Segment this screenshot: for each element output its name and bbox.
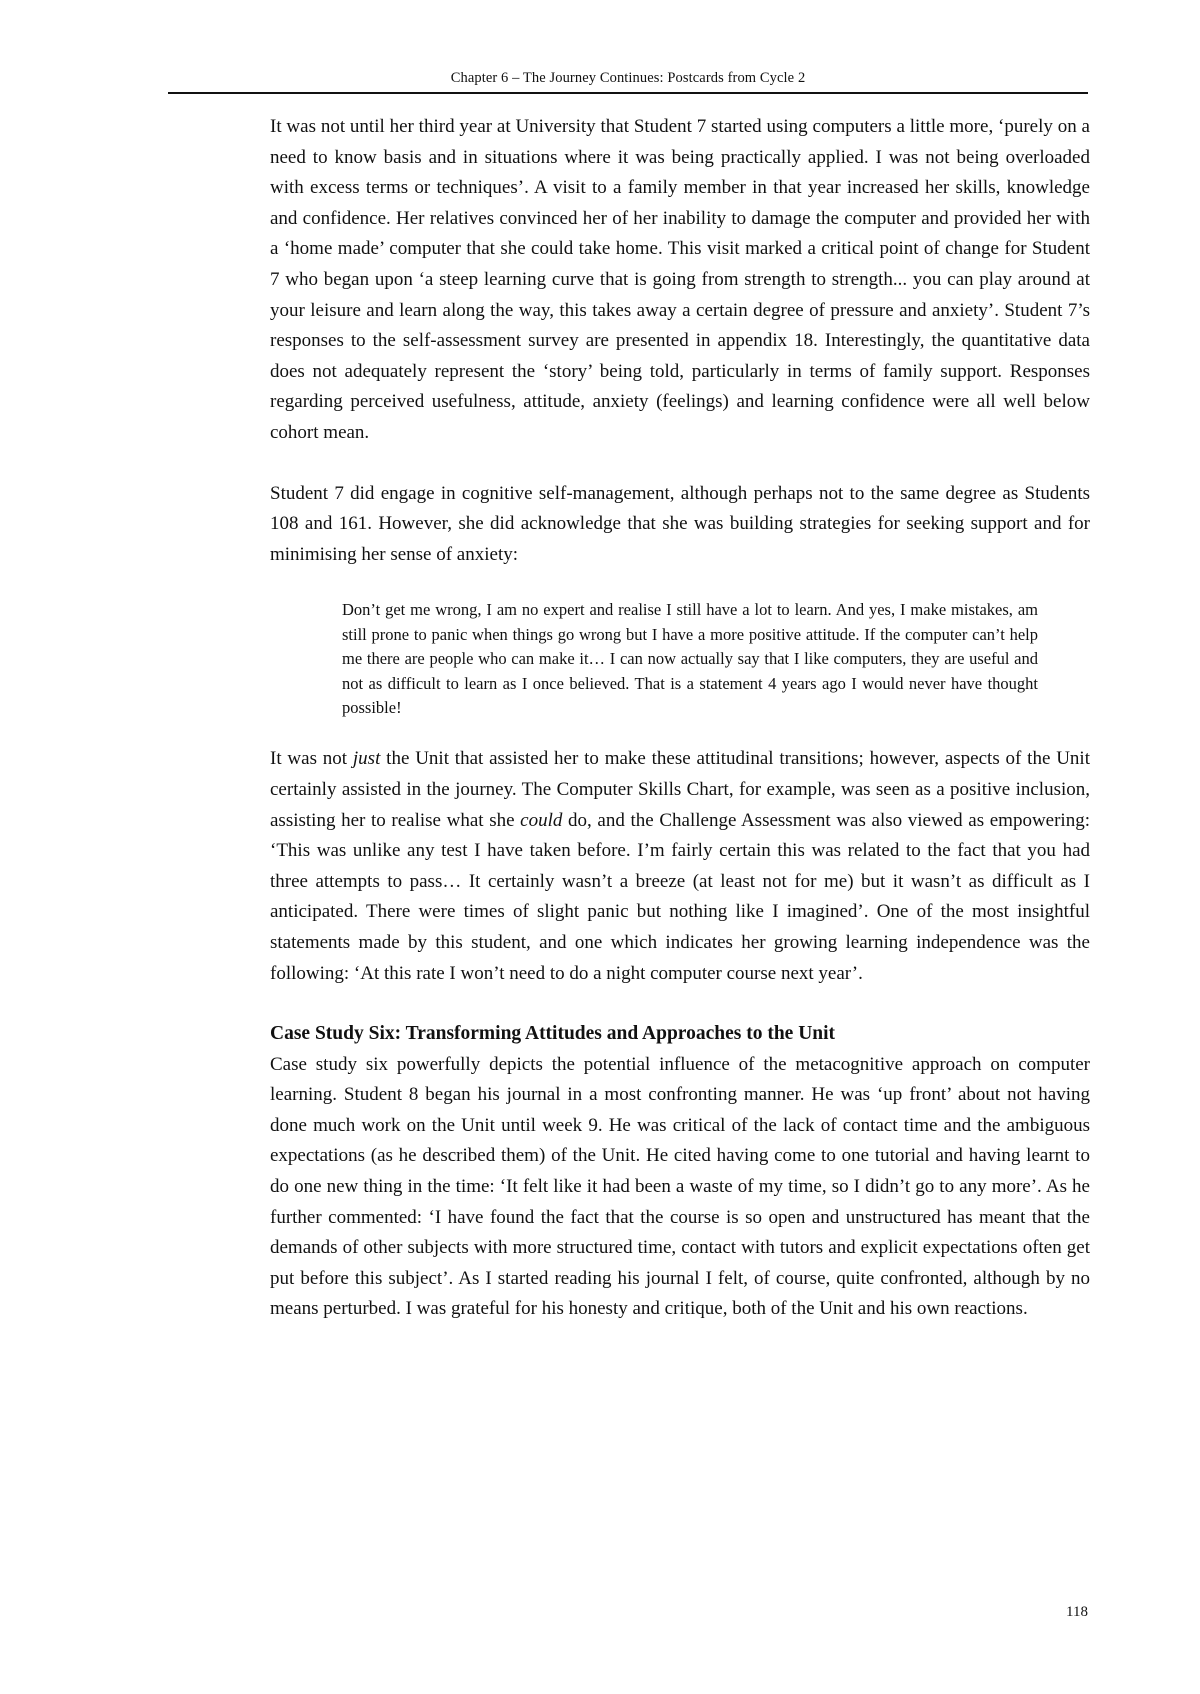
body-paragraph-4: Case study six powerfully depicts the potential influence of the metacognitive approach on computer learning. Student 8 began his journal in a most confronting manner. He was ‘up front’ about not having done much work on the Unit until week 9. He was critical of the lack of contact time and the ambiguous expectations (as he described them) of the Unit. He cited having come to one tutorial and having learnt to do one new thing in the time: ‘It felt like it had been a waste of my time, so I didn’t go to any more’. As he further commented: ‘I have found the fact that the course is so open and unstructured has meant that the demands of other subjects with more structured time, contact with tutors and explicit expectations often get put before this subject’. As I started reading his journal I felt, of course, quite confronted, although by no means perturbed. I was grateful for his honesty and critique, both of the Unit and his own reactions. [270,1053,1090,1320]
header-rule [168,92,1088,94]
body-paragraph-3 [270,744,1090,989]
body-paragraph-2: Student 7 did engage in cognitive self-management, although perhaps not to the same degree as Students 108 and 161. However, she did acknowledge that she was building strategies for seeking support and for minimising her sense of anxiety: [270,482,1090,565]
paragraph-3-text-3: do, and the Challenge Assessment was also viewed as empowering: ‘This was unlike any test I have taken before. I’m fairly certain this was related to the fact that you had three attempts to pass… It certainly wasn’t a breeze (at least not for me) but it wasn’t as difficult as I anticipated. There were times of slight panic but nothing like I imagined’. One of the most insightful statements made by this student, and one which indicates her growing learning independence was the following: ‘At this rate I won’t need to do a night computer course next year’. [270,809,1090,984]
paragraph-3-emphasis-just: just [352,748,381,770]
paragraph-3-emphasis-could: could [520,809,563,831]
body-paragraph-1: It was not until her third year at University that Student 7 started using computers a little more, ‘purely on a need to know basis and in situations where it was being practically applied. I was not being overloaded with excess terms or techniques’. A visit to a family member in that year increased her skills, knowledge and confidence. Her relatives convinced her of her inability to damage the computer and provided her with a ‘home made’ computer that she could take home. This visit marked a critical point of change for Student 7 who began upon ‘a steep learning curve that is going from strength to strength... you can play around at your leisure and learn along the way, this takes away a certain degree of pressure and anxiety’. Student 7’s responses to the self-assessment survey are presented in appendix 18. Interestingly, the quantitative data does not adequately represent the ‘story’ being told, particularly in terms of family support. Responses regarding perceived usefulness, attitude, anxiety (feelings) and learning confidence were all well below cohort mean. [270,116,1090,443]
running-header: Chapter 6 – The Journey Continues: Postcards from Cycle 2 [450,70,806,86]
paragraph-3-text-1: It was not [270,748,353,770]
section-heading: Case Study Six: Transforming Attitudes and Approaches to the Unit [270,1023,836,1045]
page-body [270,112,1090,1325]
page-number: 118 [1066,1604,1088,1620]
block-quote: Don’t get me wrong, I am no expert and realise I still have a lot to learn. And yes, I make mistakes, am still prone to panic when things go wrong but I have a more positive attitude. If the computer can’t help me there are people who can make it… I can now actually say that I like computers, they are useful and not as difficult to learn as I once believed. That is a statement 4 years ago I would never have thought possible! [342,600,1038,717]
paragraph-3-text-2: the Unit that assisted her to make these attitudinal transitions; however, aspects of the Unit certainly assisted in the journey. The Computer Skills Chart, for example, was seen as a positive inclusion, assisting her to realise what she [270,748,1090,831]
